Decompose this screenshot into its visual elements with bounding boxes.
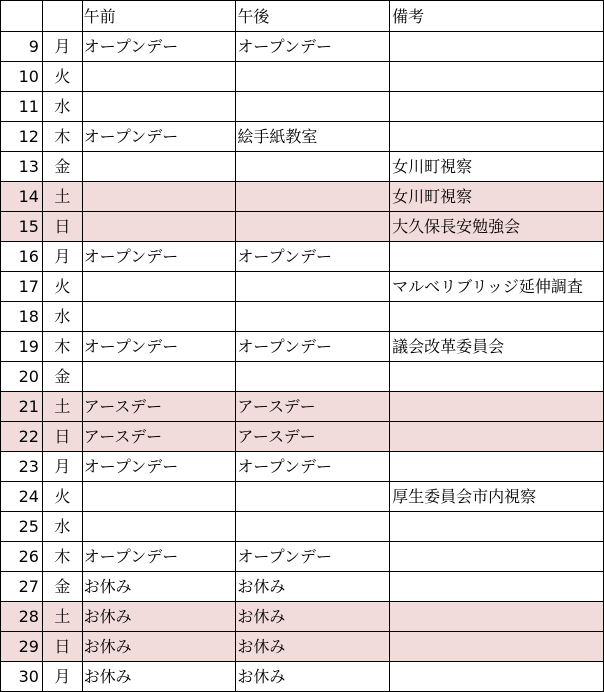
- schedule-body: [1, 1, 604, 692]
- weekday-cell[interactable]: 土: [42, 392, 82, 422]
- date-cell[interactable]: 14: [1, 182, 43, 212]
- date-cell[interactable]: 25: [1, 512, 43, 542]
- header-pm-cell[interactable]: 午後: [236, 1, 390, 32]
- morning-cell[interactable]: [82, 92, 236, 122]
- weekday-cell[interactable]: 金: [42, 572, 82, 602]
- weekday-cell[interactable]: 土: [42, 182, 82, 212]
- table-row: [1, 542, 604, 572]
- header-note-cell[interactable]: 備考: [390, 1, 604, 32]
- afternoon-cell[interactable]: オープンデー: [236, 32, 390, 62]
- afternoon-cell[interactable]: オープンデー: [236, 452, 390, 482]
- afternoon-cell[interactable]: お休み: [236, 662, 390, 692]
- date-cell[interactable]: 26: [1, 542, 43, 572]
- table-row: [1, 32, 604, 62]
- note-cell[interactable]: [390, 62, 604, 92]
- morning-cell[interactable]: オープンデー: [82, 452, 236, 482]
- note-cell[interactable]: [390, 242, 604, 272]
- afternoon-cell[interactable]: オープンデー: [236, 242, 390, 272]
- morning-cell[interactable]: お休み: [82, 662, 236, 692]
- morning-cell[interactable]: [82, 182, 236, 212]
- weekday-cell[interactable]: 金: [42, 362, 82, 392]
- date-cell[interactable]: 20: [1, 362, 43, 392]
- weekday-cell[interactable]: 火: [42, 482, 82, 512]
- morning-cell[interactable]: アースデー: [82, 392, 236, 422]
- date-cell[interactable]: 23: [1, 452, 43, 482]
- afternoon-cell[interactable]: オープンデー: [236, 332, 390, 362]
- afternoon-cell[interactable]: [236, 212, 390, 242]
- note-cell[interactable]: 厚生委員会市内視察: [390, 482, 604, 512]
- table-row: [1, 212, 604, 242]
- date-cell[interactable]: 28: [1, 602, 43, 632]
- weekday-cell[interactable]: 木: [42, 542, 82, 572]
- morning-cell[interactable]: オープンデー: [82, 122, 236, 152]
- afternoon-cell[interactable]: オープンデー: [236, 542, 390, 572]
- morning-cell[interactable]: [82, 302, 236, 332]
- date-cell[interactable]: 11: [1, 92, 43, 122]
- note-cell[interactable]: [390, 302, 604, 332]
- table-row: [1, 242, 604, 272]
- weekday-cell[interactable]: 水: [42, 512, 82, 542]
- weekday-cell[interactable]: 月: [42, 242, 82, 272]
- table-row: [1, 332, 604, 362]
- weekday-cell[interactable]: 火: [42, 62, 82, 92]
- weekday-cell[interactable]: 土: [42, 602, 82, 632]
- table-row: [1, 512, 604, 542]
- morning-cell[interactable]: [82, 62, 236, 92]
- note-cell[interactable]: [390, 572, 604, 602]
- afternoon-cell[interactable]: アースデー: [236, 392, 390, 422]
- note-cell[interactable]: [390, 392, 604, 422]
- note-cell[interactable]: [390, 422, 604, 452]
- morning-cell[interactable]: [82, 362, 236, 392]
- morning-cell[interactable]: [82, 512, 236, 542]
- table-row: [1, 482, 604, 512]
- afternoon-cell[interactable]: [236, 482, 390, 512]
- table-row: [1, 302, 604, 332]
- table-row: [1, 422, 604, 452]
- date-cell[interactable]: 19: [1, 332, 43, 362]
- weekday-cell[interactable]: 月: [42, 452, 82, 482]
- note-cell[interactable]: [390, 512, 604, 542]
- note-cell[interactable]: [390, 452, 604, 482]
- date-cell[interactable]: 13: [1, 152, 43, 182]
- date-cell[interactable]: 24: [1, 482, 43, 512]
- weekday-cell[interactable]: 日: [42, 212, 82, 242]
- date-cell[interactable]: 29: [1, 632, 43, 662]
- table-row: [1, 452, 604, 482]
- afternoon-cell[interactable]: [236, 92, 390, 122]
- afternoon-cell[interactable]: [236, 182, 390, 212]
- table-row: [1, 122, 604, 152]
- note-cell[interactable]: [390, 122, 604, 152]
- note-cell[interactable]: [390, 632, 604, 662]
- note-cell[interactable]: [390, 32, 604, 62]
- weekday-cell[interactable]: 木: [42, 332, 82, 362]
- morning-cell[interactable]: お休み: [82, 602, 236, 632]
- date-cell[interactable]: 27: [1, 572, 43, 602]
- table-row: [1, 392, 604, 422]
- afternoon-cell[interactable]: [236, 302, 390, 332]
- morning-cell[interactable]: [82, 212, 236, 242]
- morning-cell[interactable]: アースデー: [82, 422, 236, 452]
- afternoon-cell[interactable]: [236, 512, 390, 542]
- morning-cell[interactable]: お休み: [82, 572, 236, 602]
- header-am-cell[interactable]: 午前: [82, 1, 236, 32]
- date-cell[interactable]: 12: [1, 122, 43, 152]
- note-cell[interactable]: 女川町視察: [390, 182, 604, 212]
- table-row: [1, 572, 604, 602]
- morning-cell[interactable]: オープンデー: [82, 332, 236, 362]
- afternoon-cell[interactable]: [236, 62, 390, 92]
- note-cell[interactable]: 女川町視察: [390, 152, 604, 182]
- date-cell[interactable]: 21: [1, 392, 43, 422]
- date-cell[interactable]: 10: [1, 62, 43, 92]
- morning-cell[interactable]: オープンデー: [82, 242, 236, 272]
- header-row: [1, 1, 604, 32]
- morning-cell[interactable]: [82, 482, 236, 512]
- table-row: [1, 62, 604, 92]
- afternoon-cell[interactable]: 絵手紙教室: [236, 122, 390, 152]
- date-cell[interactable]: 17: [1, 272, 43, 302]
- date-cell[interactable]: 18: [1, 302, 43, 332]
- date-cell[interactable]: 16: [1, 242, 43, 272]
- header-num-cell[interactable]: [1, 1, 43, 32]
- table-row: [1, 182, 604, 212]
- morning-cell[interactable]: オープンデー: [82, 542, 236, 572]
- morning-cell[interactable]: [82, 152, 236, 182]
- table-row: [1, 362, 604, 392]
- note-cell[interactable]: マルベリブリッジ延伸調査: [390, 272, 604, 302]
- weekday-cell[interactable]: 月: [42, 32, 82, 62]
- afternoon-cell[interactable]: お休み: [236, 602, 390, 632]
- weekday-cell[interactable]: 火: [42, 272, 82, 302]
- weekday-cell[interactable]: 日: [42, 632, 82, 662]
- note-cell[interactable]: [390, 662, 604, 692]
- header-day-cell[interactable]: [42, 1, 82, 32]
- weekday-cell[interactable]: 月: [42, 662, 82, 692]
- table-row: [1, 602, 604, 632]
- table-row: [1, 152, 604, 182]
- morning-cell[interactable]: お休み: [82, 632, 236, 662]
- weekday-cell[interactable]: 水: [42, 302, 82, 332]
- weekday-cell[interactable]: 水: [42, 92, 82, 122]
- note-cell[interactable]: [390, 362, 604, 392]
- weekday-cell[interactable]: 金: [42, 152, 82, 182]
- afternoon-cell[interactable]: アースデー: [236, 422, 390, 452]
- table-row: [1, 272, 604, 302]
- afternoon-cell[interactable]: [236, 152, 390, 182]
- afternoon-cell[interactable]: お休み: [236, 572, 390, 602]
- weekday-cell[interactable]: 木: [42, 122, 82, 152]
- date-cell[interactable]: 9: [1, 32, 43, 62]
- table-row: [1, 662, 604, 692]
- afternoon-cell[interactable]: [236, 272, 390, 302]
- date-cell[interactable]: 15: [1, 212, 43, 242]
- note-cell[interactable]: 大久保長安勉強会: [390, 212, 604, 242]
- note-cell[interactable]: [390, 92, 604, 122]
- table-row: [1, 632, 604, 662]
- weekday-cell[interactable]: 日: [42, 422, 82, 452]
- afternoon-cell[interactable]: [236, 362, 390, 392]
- date-cell[interactable]: 30: [1, 662, 43, 692]
- note-cell[interactable]: [390, 602, 604, 632]
- note-cell[interactable]: [390, 542, 604, 572]
- afternoon-cell[interactable]: お休み: [236, 632, 390, 662]
- date-cell[interactable]: 22: [1, 422, 43, 452]
- note-cell[interactable]: 議会改革委員会: [390, 332, 604, 362]
- morning-cell[interactable]: [82, 272, 236, 302]
- table-row: [1, 92, 604, 122]
- morning-cell[interactable]: オープンデー: [82, 32, 236, 62]
